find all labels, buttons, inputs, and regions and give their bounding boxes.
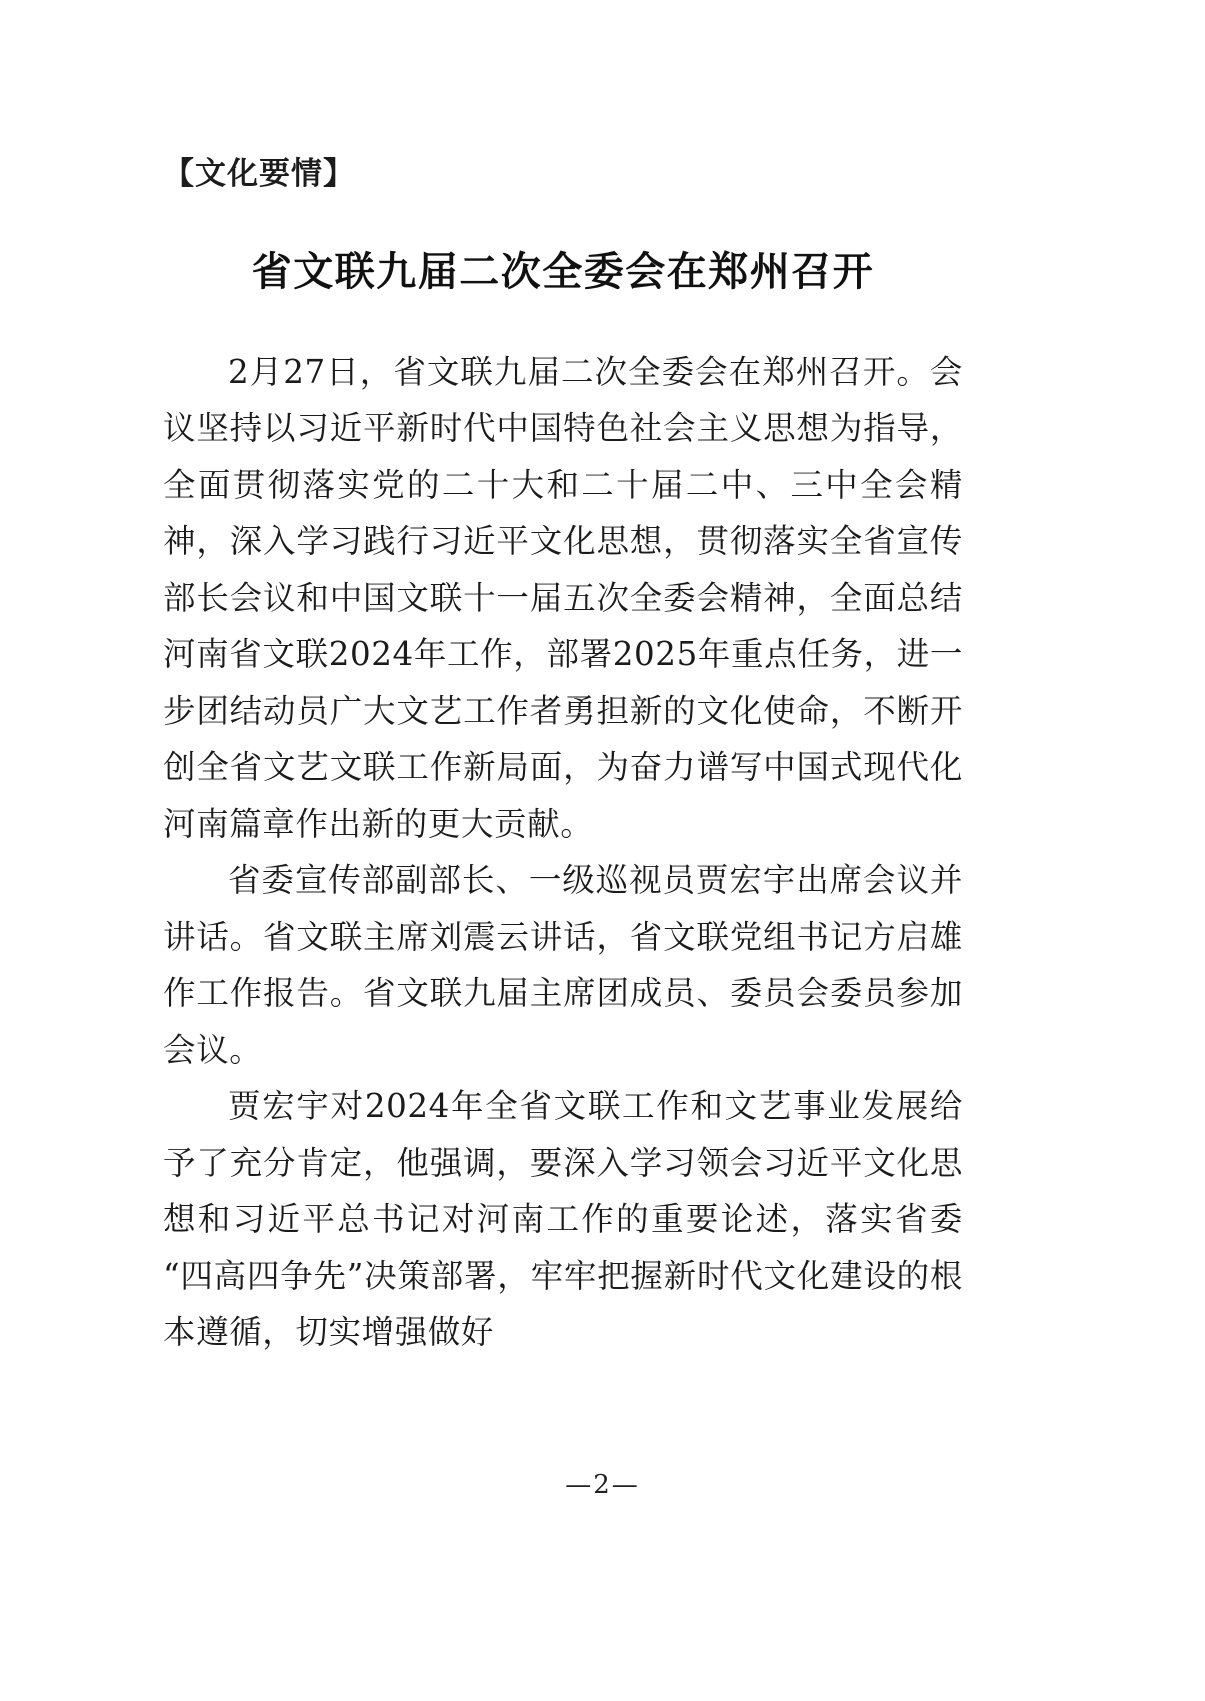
section-tag: 【文化要情】 <box>163 156 355 191</box>
article-body <box>163 344 963 1361</box>
paragraph: 省委宣传部副部长、一级巡视员贾宏宇出席会议并讲话。省文联主席刘震云讲话，省文联党组书记方启雄作工作报告。省文联九届主席团成员、委员会委员参加会议。 <box>163 861 963 1069</box>
page-number: —2— <box>565 1470 640 1500</box>
paragraph: 2月27日，省文联九届二次全委会在郑州召开。会议坚持以习近平新时代中国特色社会主义思想为指导，全面贯彻落实党的二十大和二十届二中、三中全会精神，深入学习践行习近平文化思想，贯彻落实全省宣传部长会议和中国文联十一届五次全委会精神，全面总结河南省文联2024年工作，部署2025年重点任务，进一步团结动员广大文艺工作者勇担新的文化使命，不断开创全省文艺文联工作新局面，为奋力谱写中国式现代化河南篇章作出新的更大贡献。 <box>163 352 963 843</box>
page-content <box>163 0 963 1361</box>
paragraph: 贾宏宇对2024年全省文联工作和文艺事业发展给予了充分肯定，他强调，要深入学习领会习近平文化思想和习近平总书记对河南工作的重要论述，落实省委“四高四争先”决策部署，牢牢把握新时代文化建设的根本遵循，切实增强做好 <box>163 1087 963 1352</box>
page-title: 省文联九届二次全委会在郑州召开 <box>251 247 875 295</box>
